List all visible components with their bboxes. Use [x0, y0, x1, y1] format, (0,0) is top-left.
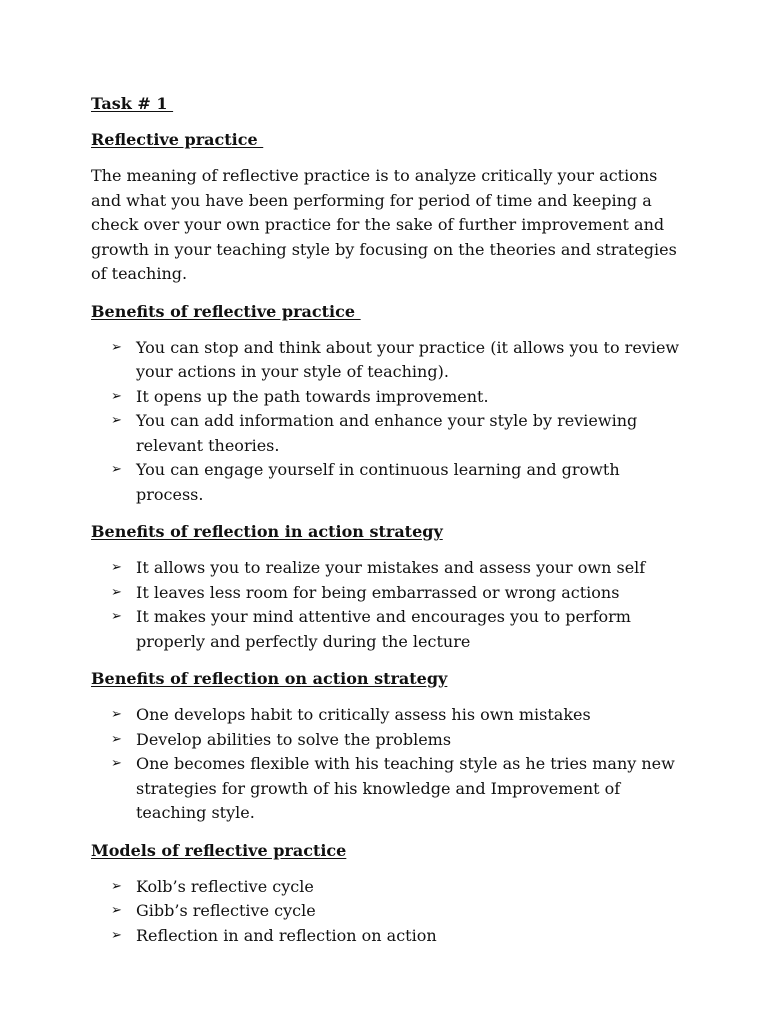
task-heading: Task # 1	[91, 94, 174, 113]
in-action-list	[91, 556, 691, 654]
models-list	[91, 875, 691, 949]
arrowhead-bullet-icon: ➢	[111, 388, 122, 404]
list-item: ➢ Kolb’s reflective cycle	[91, 875, 691, 900]
arrowhead-bullet-icon: ➢	[111, 584, 122, 600]
arrowhead-bullet-icon: ➢	[111, 927, 122, 943]
benefits-list	[91, 336, 691, 508]
arrowhead-bullet-icon: ➢	[111, 903, 122, 918]
arrowhead-bullet-icon: ➢	[111, 560, 122, 575]
list-item: ➢ It leaves less room for being embarrassed or wrong actions	[91, 581, 691, 606]
list-item: ➢ You can stop and think about your practice (it allows you to review your actions in your style of teaching).	[111, 337, 680, 381]
benefits-heading: Benefits of reflective practice	[91, 301, 361, 321]
reflective-practice-heading: Reflective practice	[91, 130, 264, 149]
arrowhead-bullet-icon: ➢	[111, 731, 122, 747]
list-item: ➢ It allows you to realize your mistakes and assess your own self	[91, 556, 691, 581]
arrowhead-bullet-icon: ➢	[111, 339, 122, 355]
document-page	[91, 92, 691, 948]
list-item: ➢ Develop abilities to solve the problems	[91, 728, 691, 753]
arrowhead-bullet-icon: ➢	[111, 756, 122, 771]
list-item: ➢ One becomes flexible with his teaching style as he tries many new strategies for growth of his knowledge and Improvement of teaching style.	[111, 754, 675, 822]
list-item: ➢ One develops habit to critically assess his own mistakes	[91, 703, 691, 728]
arrowhead-bullet-icon: ➢	[111, 462, 122, 477]
list-item: ➢ Reflection in and reflection on action	[91, 924, 691, 949]
in-action-heading: Benefits of reflection in action strategy	[91, 522, 443, 541]
on-action-list	[91, 703, 691, 826]
arrowhead-bullet-icon: ➢	[111, 707, 122, 722]
list-item: ➢ It opens up the path towards improvement.	[91, 385, 691, 410]
models-heading: Models of reflective practice	[91, 840, 347, 860]
list-item: ➢ It makes your mind attentive and encourages you to perform properly and perfectly during the lecture	[111, 607, 631, 651]
list-item: ➢ You can add information and enhance your style by reviewing relevant theories.	[111, 411, 638, 455]
reflective-practice-paragraph: The meaning of reflective practice is to analyze critically your actions and what you have been performing for period of time and keeping a check over your own practice for the sake of further improvement and growth in your teaching style by focusing on the theories and strategies of teaching.	[91, 166, 677, 283]
on-action-heading: Benefits of reflection on action strategy	[91, 669, 448, 688]
arrowhead-bullet-icon: ➢	[111, 609, 122, 624]
arrowhead-bullet-icon: ➢	[111, 878, 122, 894]
list-item: ➢ Gibb’s reflective cycle	[91, 899, 691, 924]
list-item: ➢ You can engage yourself in continuous learning and growth process.	[111, 460, 620, 504]
arrowhead-bullet-icon: ➢	[111, 413, 122, 428]
